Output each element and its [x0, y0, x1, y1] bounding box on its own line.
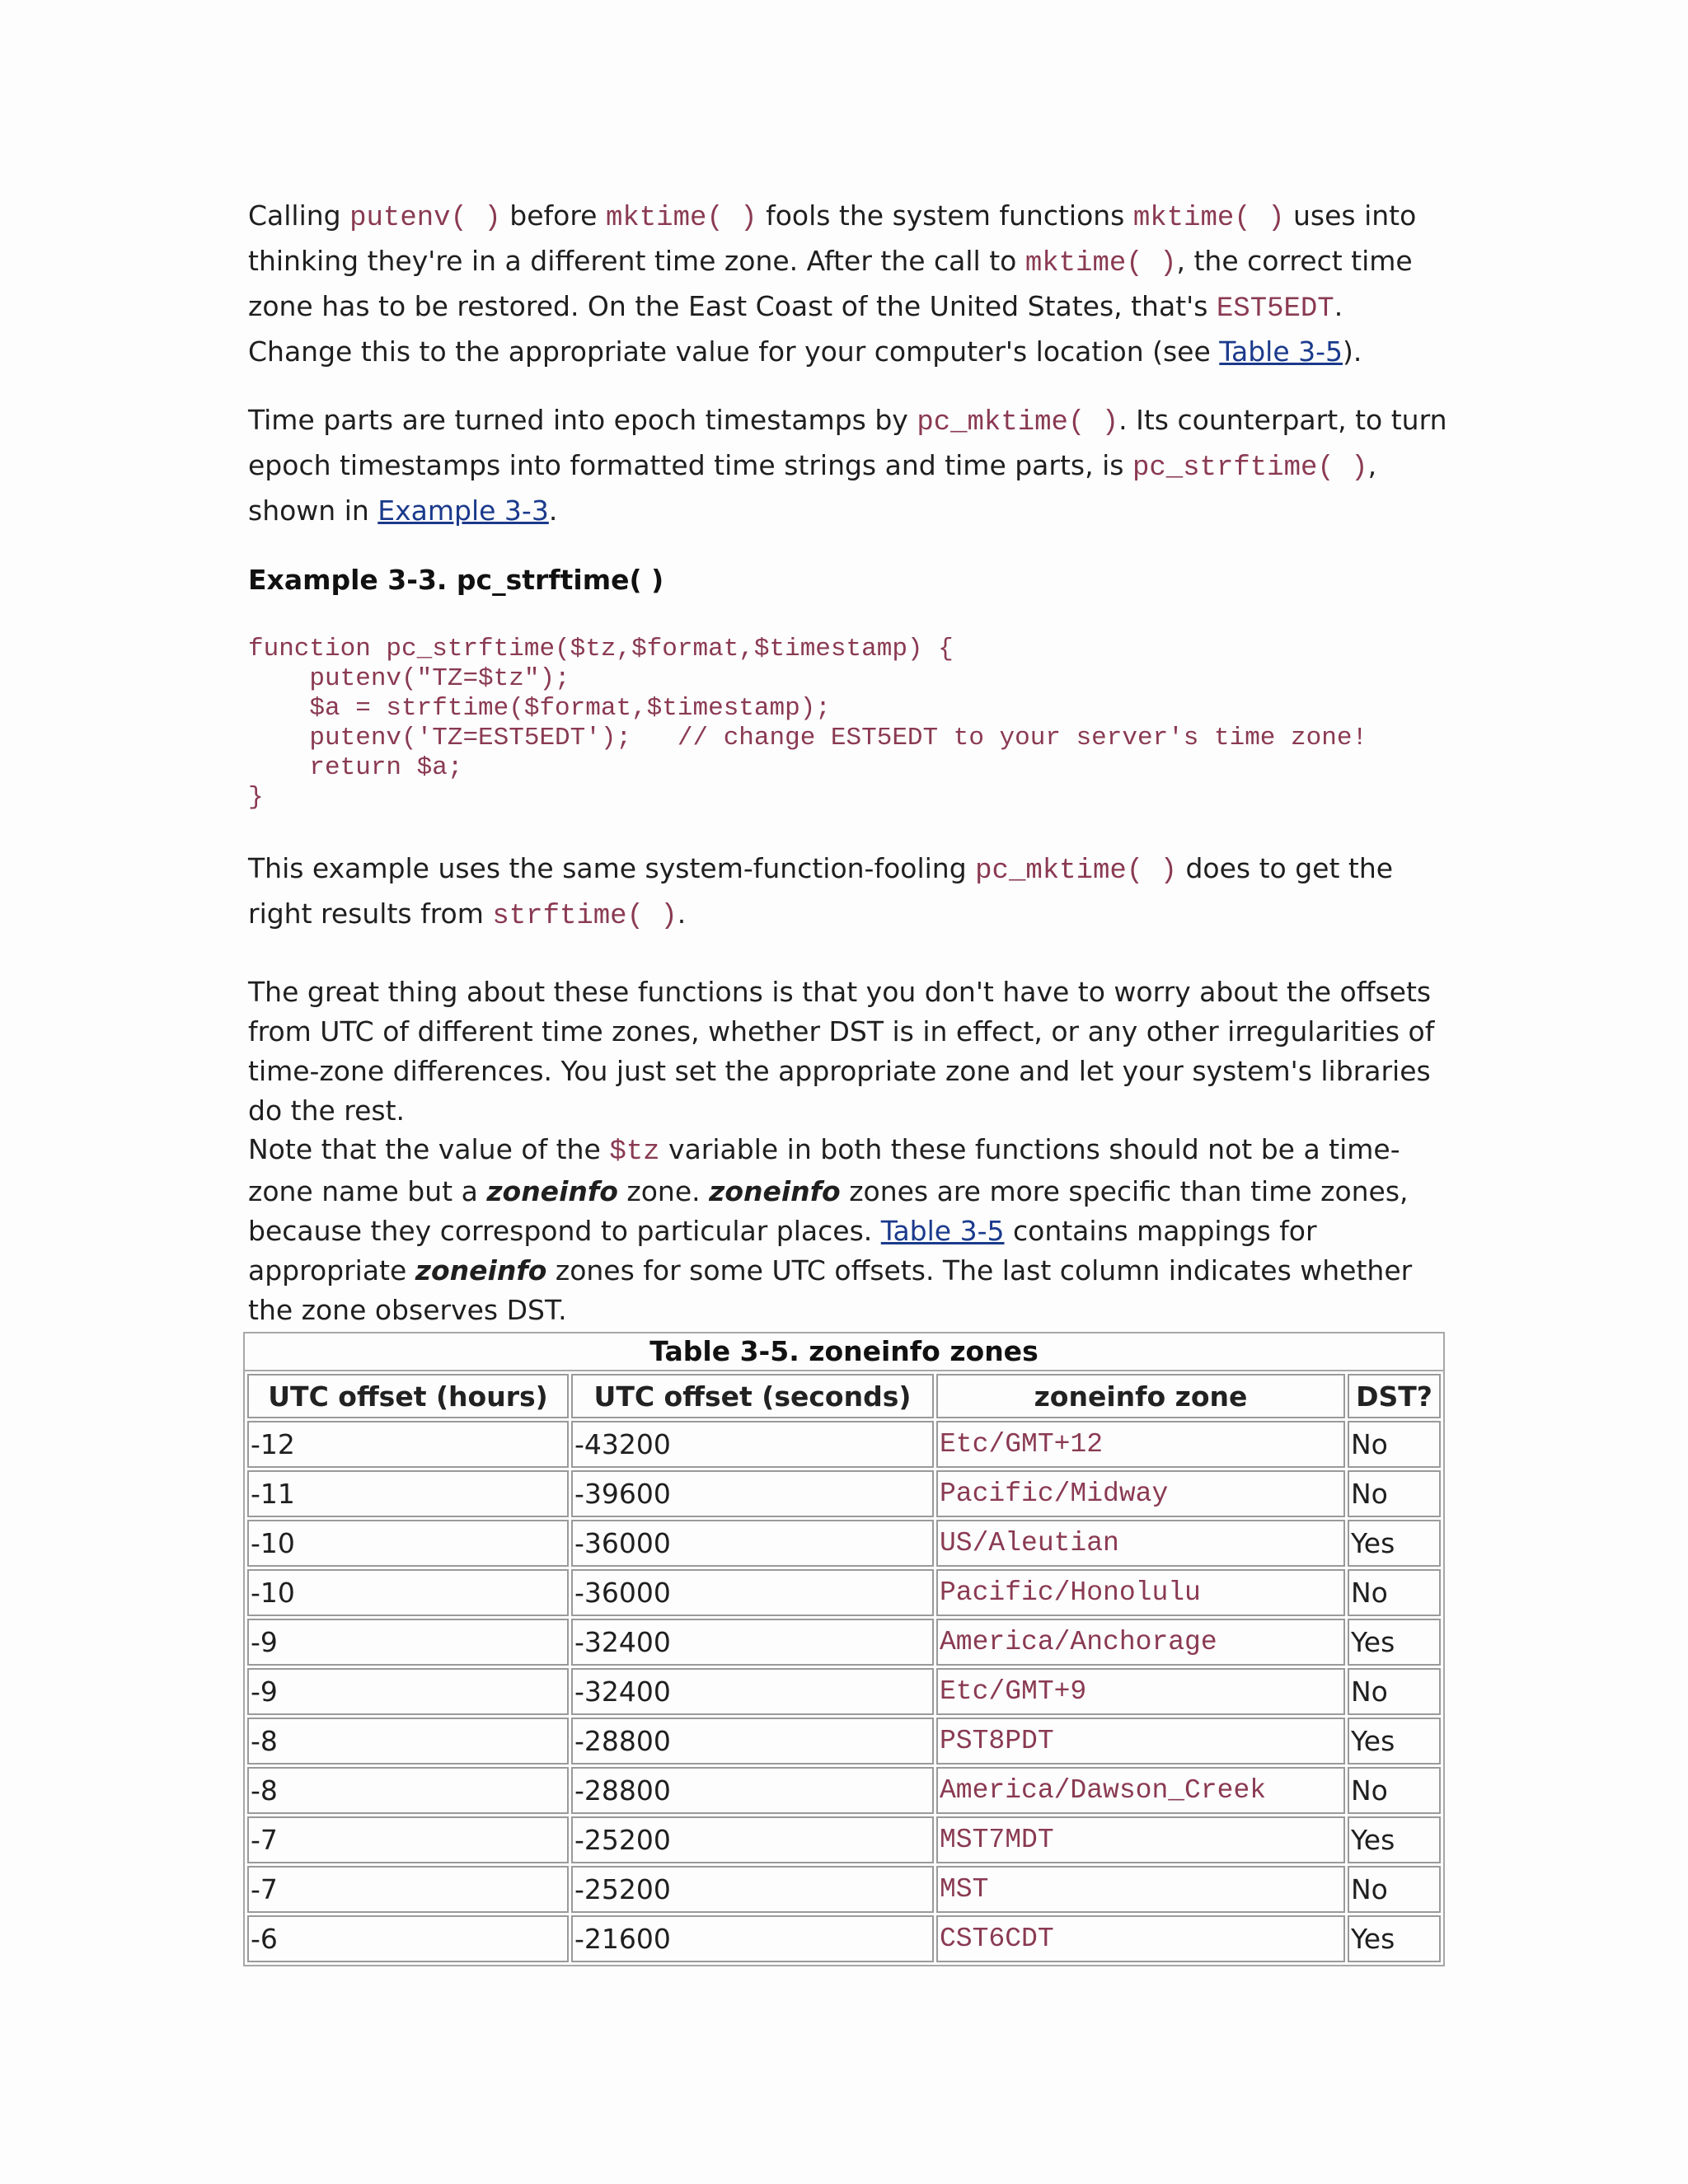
- text: Note that the value of the: [248, 1133, 610, 1165]
- code-inline: mktime( ): [1132, 203, 1285, 234]
- table-cell: -11: [247, 1470, 569, 1517]
- text: Time parts are turned into epoch timestamps by: [248, 404, 917, 436]
- paragraph-example-explanation: [248, 847, 1447, 938]
- table-cell: No: [1348, 1767, 1441, 1814]
- text: , the correct time zone has to be restored. On the East Coast of the United States, that's: [248, 245, 1413, 322]
- table-row: [247, 1569, 1441, 1616]
- table-cell: MST7MDT: [936, 1816, 1345, 1863]
- paragraph-epoch: [248, 399, 1447, 532]
- text: zones are more specific than time zones, because they correspond to particular places.: [248, 1175, 1409, 1247]
- table-cell: America/Dawson_Creek: [936, 1767, 1345, 1814]
- table-row: [247, 1866, 1441, 1913]
- code-inline: $tz: [609, 1137, 660, 1168]
- table-cell: -7: [247, 1816, 569, 1863]
- paragraph-putenv: [248, 194, 1447, 373]
- header-cell: UTC offset (hours): [247, 1374, 569, 1418]
- table-cell: No: [1348, 1668, 1441, 1715]
- table-cell: -7: [247, 1866, 569, 1913]
- header-cell: zoneinfo zone: [936, 1374, 1345, 1418]
- table-row: [247, 1470, 1441, 1517]
- table-cell: -10: [247, 1569, 569, 1616]
- table-cell: Yes: [1348, 1520, 1441, 1567]
- table-cell: -9: [247, 1668, 569, 1715]
- table-cell: Pacific/Honolulu: [936, 1569, 1345, 1616]
- table-cell: -10: [247, 1520, 569, 1567]
- code-inline: pc_mktime( ): [975, 855, 1177, 887]
- emphasis: zoneinfo: [709, 1175, 841, 1207]
- table-cell: -28800: [571, 1718, 934, 1765]
- code-inline: EST5EDT: [1216, 293, 1334, 325]
- table-3-5-link[interactable]: Table 3-5: [1219, 335, 1343, 368]
- example-3-3-link[interactable]: Example 3-3: [377, 494, 549, 527]
- table-caption: Table 3-5. zoneinfo zones: [243, 1332, 1445, 1370]
- text: .: [677, 898, 687, 930]
- paragraph-benefits: [248, 972, 1447, 1131]
- text: before: [500, 199, 606, 232]
- table-cell: No: [1348, 1470, 1441, 1517]
- table-cell: -28800: [571, 1767, 934, 1814]
- table-cell: No: [1348, 1569, 1441, 1616]
- table-cell: -21600: [571, 1915, 934, 1962]
- text: does to get the right results from: [248, 852, 1394, 930]
- table-row: [247, 1520, 1441, 1567]
- table-cell: No: [1348, 1421, 1441, 1468]
- table-cell: -8: [247, 1718, 569, 1765]
- table-cell: -36000: [571, 1569, 934, 1616]
- table-row: [247, 1421, 1441, 1468]
- table-cell: America/Anchorage: [936, 1619, 1345, 1666]
- emphasis: zoneinfo: [486, 1175, 618, 1207]
- table-cell: Etc/GMT+12: [936, 1421, 1345, 1468]
- table-row: [247, 1668, 1441, 1715]
- table-cell: US/Aleutian: [936, 1520, 1345, 1567]
- table-cell: Pacific/Midway: [936, 1470, 1345, 1517]
- table-cell: -9: [247, 1619, 569, 1666]
- text: . Change this to the appropriate value for your computer's location (see: [248, 290, 1343, 368]
- table-cell: No: [1348, 1866, 1441, 1913]
- zoneinfo-table: [243, 1332, 1445, 1966]
- header-cell: DST?: [1348, 1374, 1441, 1418]
- text: zone.: [617, 1175, 710, 1207]
- table-3-5-link[interactable]: Table 3-5: [880, 1215, 1005, 1247]
- text: .: [548, 494, 558, 527]
- table-header-row: [247, 1374, 1441, 1418]
- text: uses into thinking they're in a different time zone. After the call to: [248, 199, 1417, 277]
- table-row: [247, 1718, 1441, 1765]
- table-row: [247, 1767, 1441, 1814]
- text: . Its counterpart, to turn epoch timestamps into formatted time strings and time parts, is: [248, 404, 1447, 481]
- code-listing: function pc_strftime($tz,$format,$timestamp) { putenv("TZ=$tz"); $a = strftime($format,$timestamp); putenv('TZ=EST5EDT'); // change EST5EDT to your server's time zone! return $a; }: [248, 635, 1368, 812]
- text: zones for some UTC offsets. The last column indicates whether the zone observes DST.: [248, 1254, 1413, 1326]
- table-cell: PST8PDT: [936, 1718, 1345, 1765]
- table-cell: -43200: [571, 1421, 934, 1468]
- code-inline: mktime( ): [1025, 248, 1177, 279]
- text: variable in both these functions should not be a time-zone name but a: [248, 1133, 1400, 1207]
- code-inline: strftime( ): [492, 901, 678, 932]
- code-inline: pc_mktime( ): [917, 407, 1119, 438]
- table-cell: Yes: [1348, 1816, 1441, 1863]
- text: The great thing about these functions is that you don't have to worry about the offsets from UTC of different time zones, whether DST is in effect, or any other irregularities of time-zone differences. You just set the appropriate zone and let your system's libraries do the rest.: [248, 976, 1435, 1127]
- table-row: [247, 1915, 1441, 1962]
- header-cell: UTC offset (seconds): [571, 1374, 934, 1418]
- example-title: Example 3-3. pc_strftime( ): [248, 564, 664, 596]
- table-cell: -25200: [571, 1866, 934, 1913]
- table-cell: -39600: [571, 1470, 934, 1517]
- table-cell: -6: [247, 1915, 569, 1962]
- table-cell: Yes: [1348, 1915, 1441, 1962]
- code-inline: pc_strftime( ): [1132, 452, 1368, 484]
- table-cell: -25200: [571, 1816, 934, 1863]
- table-cell: Etc/GMT+9: [936, 1668, 1345, 1715]
- text: contains mappings for appropriate: [248, 1215, 1317, 1286]
- paragraph-zoneinfo: [248, 1130, 1447, 1330]
- text: This example uses the same system-function-fooling: [248, 852, 976, 884]
- code-inline: putenv( ): [349, 203, 501, 234]
- text: , shown in: [248, 449, 1377, 527]
- emphasis: zoneinfo: [415, 1254, 547, 1286]
- table-cell: -32400: [571, 1619, 934, 1666]
- text: ).: [1343, 335, 1362, 368]
- table-cell: CST6CDT: [936, 1915, 1345, 1962]
- table-cell: -8: [247, 1767, 569, 1814]
- table-cell: MST: [936, 1866, 1345, 1913]
- table-cell: Yes: [1348, 1619, 1441, 1666]
- table-row: [247, 1619, 1441, 1666]
- text: fools the system functions: [757, 199, 1133, 232]
- table-cell: Yes: [1348, 1718, 1441, 1765]
- table-cell: -32400: [571, 1668, 934, 1715]
- text: Calling: [248, 199, 350, 232]
- code-inline: mktime( ): [605, 203, 757, 234]
- table-cell: -36000: [571, 1520, 934, 1567]
- table-row: [247, 1816, 1441, 1863]
- table-cell: -12: [247, 1421, 569, 1468]
